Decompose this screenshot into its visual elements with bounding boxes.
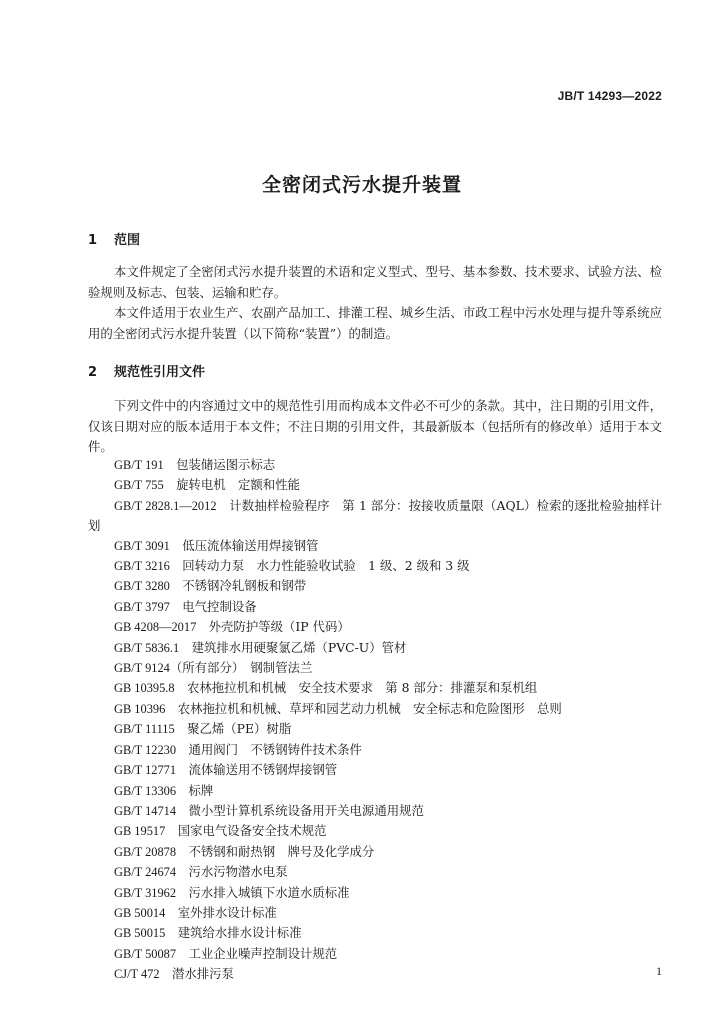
page-number: 1	[656, 964, 662, 978]
reference-code: GB/T 3091	[114, 538, 170, 553]
reference-item	[88, 740, 662, 760]
reference-item	[88, 556, 662, 576]
reference-title: 建筑给水排水设计标准	[177, 925, 302, 941]
reference-code: GB/T 9124（所有部分）	[114, 661, 239, 676]
reference-item	[88, 944, 662, 964]
reference-code: GB/T 12771	[114, 763, 177, 778]
reference-title: 农林拖拉机和机械、草坪和园艺动力机械 安全标志和危险图形 总则	[177, 700, 562, 716]
reference-code: GB/T 50087	[114, 946, 177, 961]
section-1-number: 1	[88, 233, 98, 248]
reference-code: GB/T 3797	[114, 599, 170, 614]
reference-code: GB/T 13306	[114, 783, 177, 798]
reference-code: GB/T 20878	[114, 844, 177, 859]
reference-code: GB/T 14714	[114, 803, 177, 818]
reference-code: GB/T 11115	[114, 722, 175, 737]
reference-item	[88, 455, 662, 475]
reference-title: 外壳防护等级（IP 代码）	[208, 619, 350, 635]
section-2-heading	[88, 361, 205, 380]
reference-code: GB 50015	[114, 926, 166, 941]
reference-code: GB/T 3216	[114, 559, 170, 574]
section-2-paragraph-1: 下列文件中的内容通过文中的规范性引用而构成本文件必不可少的条款。其中，注日期的引用文件，仅该日期对应的版本适用于本文件；不注日期的引用文件，其最新版本（包括所有的修改单）适用于本文件。	[88, 398, 662, 454]
reference-code: GB/T 5836.1	[114, 640, 180, 655]
reference-title: 不锈钢冷轧钢板和钢带	[182, 578, 307, 594]
reference-title: 室外排水设计标准	[177, 904, 277, 920]
reference-code: GB/T 31962	[114, 885, 177, 900]
reference-item	[88, 475, 662, 495]
reference-title: 国家电气设备安全技术规范	[177, 823, 327, 839]
reference-title: 旋转电机 定额和性能	[176, 477, 300, 493]
section-1-paragraph-2: 本文件适用于农业生产、农副产品加工、排灌工程、城乡生活、市政工程中污水处理与提升等系统应用的全密闭式污水提升装置（以下简称“装置”）的制造。	[88, 305, 662, 341]
reference-code: GB/T 24674	[114, 865, 177, 880]
reference-item	[88, 576, 662, 596]
reference-item	[88, 862, 662, 882]
reference-code: GB 10395.8	[114, 681, 175, 696]
reference-item	[88, 597, 662, 617]
reference-code: GB/T 3280	[114, 579, 170, 594]
reference-title: 低压流体输送用焊接钢管	[182, 537, 319, 553]
reference-title: 聚乙烯（PE）树脂	[187, 721, 292, 737]
reference-title: 电气控制设备	[182, 598, 257, 614]
reference-item	[88, 781, 662, 801]
reference-title: 标牌	[188, 782, 214, 798]
reference-code: GB/T 191	[114, 458, 164, 472]
reference-item	[88, 658, 662, 678]
reference-code: GB 10396	[114, 701, 166, 716]
reference-item	[88, 923, 662, 943]
reference-item	[88, 964, 662, 984]
reference-item	[88, 638, 662, 658]
section-2-number: 2	[88, 365, 98, 380]
reference-item	[88, 678, 662, 698]
reference-item	[88, 719, 662, 739]
reference-title: 工业企业噪声控制设计规范	[188, 945, 338, 961]
reference-code: GB 19517	[114, 824, 166, 839]
reference-title: 微小型计算机系统设备用开关电源通用规范	[188, 802, 424, 818]
document-title: 全密闭式污水提升装置	[261, 174, 462, 196]
section-2-title: 规范性引用文件	[114, 365, 206, 380]
section-1-heading	[88, 229, 140, 248]
reference-code: GB 50014	[114, 905, 166, 920]
reference-item	[88, 821, 662, 841]
reference-title: 回转动力泵 水力性能验收试验 1 级、2 级和 3 级	[182, 558, 470, 574]
reference-title: 通用阀门 不锈钢铸件技术条件	[188, 741, 362, 757]
reference-list	[88, 455, 662, 985]
reference-item	[88, 617, 662, 637]
reference-title: 农林拖拉机和机械 安全技术要求 第 8 部分：排灌泵和泵机组	[186, 680, 538, 696]
reference-code: GB 4208—2017	[114, 620, 197, 635]
reference-item	[88, 760, 662, 780]
reference-title: 流体输送用不锈钢焊接钢管	[188, 762, 338, 778]
reference-code: GB/T 755	[114, 478, 164, 493]
section-1-title: 范围	[114, 233, 141, 248]
reference-code: CJ/T 472	[114, 967, 160, 982]
reference-item	[88, 496, 662, 536]
reference-title: 不锈钢和耐热钢 牌号及化学成分	[188, 843, 375, 859]
reference-title: 计数抽样检验程序 第 1 部分：按接收质量限（AQL）检索的逐批检验抽样计划	[88, 497, 662, 534]
reference-item	[88, 536, 662, 556]
reference-title: 潜水排污泵	[171, 966, 234, 982]
reference-title: 污水排入城镇下水道水质标准	[188, 884, 350, 900]
reference-item	[88, 883, 662, 903]
reference-item	[88, 903, 662, 923]
reference-title: 污水污物潜水电泵	[188, 864, 288, 880]
reference-title: 建筑排水用硬聚氯乙烯（PVC-U）管材	[191, 639, 407, 655]
section-1-paragraph-1: 本文件规定了全密闭式污水提升装置的术语和定义型式、型号、基本参数、技术要求、试验方法、检验规则及标志、包装、运输和贮存。	[88, 264, 662, 300]
reference-title: 包装储运图示标志	[176, 457, 276, 472]
reference-item	[88, 801, 662, 821]
reference-item	[88, 842, 662, 862]
reference-code: GB/T 2828.1—2012	[114, 498, 217, 513]
standard-code: JB/T 14293—2022	[557, 89, 662, 103]
reference-item	[88, 699, 662, 719]
reference-code: GB/T 12230	[114, 742, 177, 757]
reference-title: 钢制管法兰	[250, 660, 313, 676]
